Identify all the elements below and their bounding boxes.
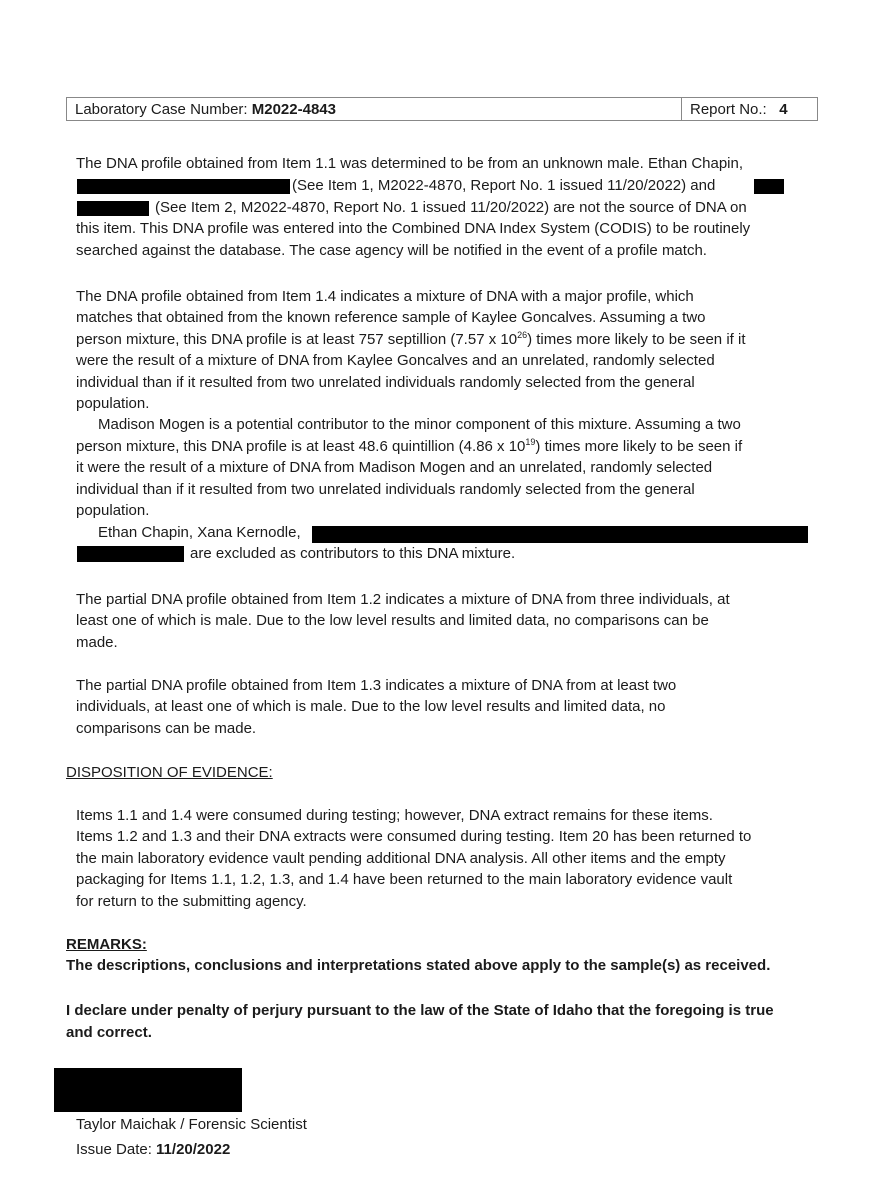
item-1-4-line-2: matches that obtained from the known reference sample of Kaylee Goncalves. Assuming a two bbox=[76, 309, 706, 326]
item-1-3-line-3: comparisons can be made. bbox=[76, 720, 257, 737]
redaction-bar bbox=[77, 201, 149, 216]
item-1-2-line-1: The partial DNA profile obtained from Item 1.2 indicates a mixture of DNA from three individuals, at bbox=[76, 591, 730, 608]
excluded-line-2: are excluded as contributors to this DNA mixture. bbox=[190, 545, 516, 562]
item-1-3-line-1: The partial DNA profile obtained from Item 1.3 indicates a mixture of DNA from at least two bbox=[76, 677, 677, 694]
item-1-2-line-3: made. bbox=[76, 634, 118, 651]
item-1-4-line-6: population. bbox=[76, 395, 150, 412]
item-1-1-line-5: searched against the database. The case agency will be notified in the event of a profile match. bbox=[76, 242, 707, 259]
scientist-name: Taylor Maichak / Forensic Scientist bbox=[76, 1116, 307, 1133]
item-1-1-line-1: The DNA profile obtained from Item 1.1 was determined to be from an unknown male. Ethan Chapin, bbox=[76, 155, 744, 172]
disposition-line-1: Items 1.1 and 1.4 were consumed during testing; however, DNA extract remains for these items. bbox=[76, 807, 713, 824]
case-number-label: Laboratory Case Number: bbox=[75, 101, 252, 118]
minor-line-1: Madison Mogen is a potential contributor to the minor component of this mixture. Assuming a two bbox=[98, 416, 741, 433]
disposition-line-2: Items 1.2 and 1.3 and their DNA extracts were consumed during testing. Item 20 has been returned to bbox=[76, 828, 752, 845]
issue-date-label: Issue Date: bbox=[76, 1141, 157, 1158]
item-1-4-line-5: individual than if it resulted from two unrelated individuals randomly selected from the general bbox=[76, 374, 695, 391]
issue-date-value: 11/20/2022 bbox=[156, 1141, 231, 1158]
disposition-line-4: packaging for Items 1.1, 1.2, 1.3, and 1.4 have been returned to the main laboratory evidence vault bbox=[76, 871, 733, 888]
exponent: 26 bbox=[517, 330, 528, 340]
case-number-value: M2022-4843 bbox=[251, 101, 336, 118]
remarks-heading: REMARKS: bbox=[66, 936, 147, 953]
disposition-heading: DISPOSITION OF EVIDENCE: bbox=[66, 764, 273, 781]
item-1-1-line-3: (See Item 2, M2022-4870, Report No. 1 issued 11/20/2022) are not the source of DNA on bbox=[155, 199, 747, 216]
redacted-signature bbox=[54, 1068, 242, 1112]
item-1-4-line-4: were the result of a mixture of DNA from Kaylee Goncalves and an unrelated, randomly selected bbox=[76, 352, 715, 369]
disposition-line-3: the main laboratory evidence vault pending additional DNA analysis. All other items and the empty bbox=[76, 850, 726, 867]
remarks-line-1: The descriptions, conclusions and interpretations stated above apply to the sample(s) as received. bbox=[66, 957, 771, 974]
exponent: 19 bbox=[525, 437, 536, 447]
excluded-line-1: Ethan Chapin, Xana Kernodle, bbox=[98, 524, 301, 541]
minor-line-5: population. bbox=[76, 502, 150, 519]
minor-line-2-text: person mixture, this DNA profile is at least 48.6 quintillion (4.86 x 10 bbox=[76, 438, 526, 455]
minor-line-2-tail: ) times more likely to be seen if bbox=[535, 438, 743, 455]
case-number-cell bbox=[67, 98, 681, 120]
item-1-3-line-2: individuals, at least one of which is male. Due to the low level results and limited data, no bbox=[76, 698, 666, 715]
report-number-cell bbox=[681, 98, 817, 120]
item-1-2-line-2: least one of which is male. Due to the low level results and limited data, no comparisons can be bbox=[76, 612, 709, 629]
minor-line-4: individual than if it resulted from two unrelated individuals randomly selected from the general bbox=[76, 481, 695, 498]
item-1-4-line-3-text: person mixture, this DNA profile is at least 757 septillion (7.57 x 10 bbox=[76, 331, 518, 348]
item-1-1-line-4: this item. This DNA profile was entered into the Combined DNA Index System (CODIS) to be routinely bbox=[76, 220, 751, 237]
minor-line-3: it were the result of a mixture of DNA from Madison Mogen and an unrelated, randomly selected bbox=[76, 459, 713, 476]
item-1-4-line-3-tail: ) times more likely to be seen if it bbox=[527, 331, 746, 348]
item-1-4-line-1: The DNA profile obtained from Item 1.4 indicates a mixture of DNA with a major profile, which bbox=[76, 288, 694, 305]
item-1-4-line-3 bbox=[76, 329, 746, 351]
minor-line-2 bbox=[76, 436, 742, 458]
disposition-line-5: for return to the submitting agency. bbox=[76, 893, 307, 910]
redaction-bar bbox=[754, 179, 784, 194]
issue-date-line bbox=[76, 1139, 230, 1161]
report-number-value: 4 bbox=[779, 101, 788, 118]
case-header bbox=[66, 97, 818, 121]
redaction-bar bbox=[77, 179, 290, 194]
declaration-line-2: and correct. bbox=[66, 1024, 152, 1041]
item-1-1-line-2: (See Item 1, M2022-4870, Report No. 1 issued 11/20/2022) and bbox=[292, 177, 716, 194]
report-number-label: Report No.: bbox=[690, 101, 767, 118]
declaration-line-1: I declare under penalty of perjury pursuant to the law of the State of Idaho that the foregoing is true bbox=[66, 1002, 774, 1019]
redaction-bar bbox=[77, 546, 184, 562]
redaction-bar bbox=[312, 526, 808, 543]
